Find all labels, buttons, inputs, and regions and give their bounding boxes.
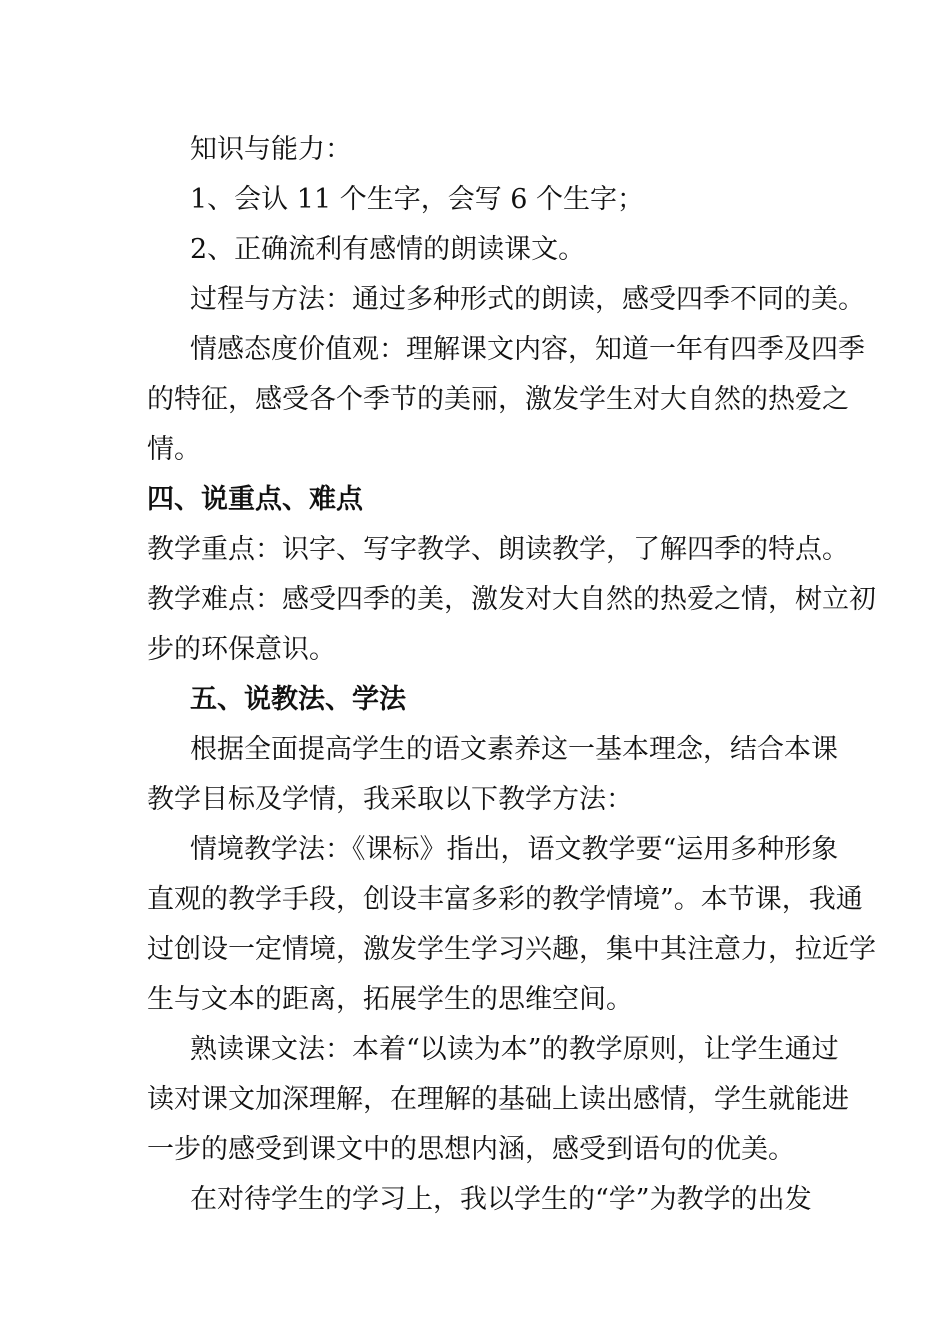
process-method-line: 过程与方法：通过多种形式的朗读，感受四季不同的美。 [190,284,865,315]
emotion-line-1: 情感态度价值观：理解课文内容，知道一年有四季及四季 [190,334,865,365]
difficulty-line-1: 教学难点：感受四季的美，激发对大自然的热爱之情，树立初 [147,584,876,615]
difficulty-line-2: 步的环保意识。 [147,634,336,665]
intro-line-1: 根据全面提高学生的语文素养这一基本理念，结合本课 [190,734,838,765]
reading-line-2: 读对课文加深理解，在理解的基础上读出感情，学生就能进 [147,1084,849,1115]
emotion-line-2: 的特征，感受各个季节的美丽，激发学生对大自然的热爱之 [147,384,849,415]
section-4-heading: 四、说重点、难点 [147,484,363,515]
key-point-line: 教学重点：识字、写字教学、朗读教学，了解四季的特点。 [147,534,849,565]
objective-item-1: 1、会认 11 个生字，会写 6 个生字； [190,184,645,215]
reading-line-3: 一步的感受到课文中的思想内涵，感受到语句的优美。 [147,1134,795,1165]
situational-line-4: 生与文本的距离，拓展学生的思维空间。 [147,984,633,1015]
situational-line-3: 过创设一定情境，激发学生学习兴趣，集中其注意力，拉近学 [147,934,876,965]
objective-item-2: 2、正确流利有感情的朗读课文。 [190,234,586,265]
intro-line-2: 教学目标及学情，我采取以下教学方法： [147,784,633,815]
section-5-heading: 五、说教法、学法 [190,684,406,715]
knowledge-heading: 知识与能力： [190,134,352,165]
reading-line-1: 熟读课文法：本着“以读为本”的教学原则，让学生通过 [190,1034,839,1065]
situational-line-1: 情境教学法：《课标》指出，语文教学要“运用多种形象 [190,834,839,865]
learning-line-1: 在对待学生的学习上，我以学生的“学”为教学的出发 [190,1184,812,1215]
emotion-line-3: 情。 [147,434,201,465]
situational-line-2: 直观的教学手段，创设丰富多彩的教学情境”。本节课，我通 [147,884,863,915]
